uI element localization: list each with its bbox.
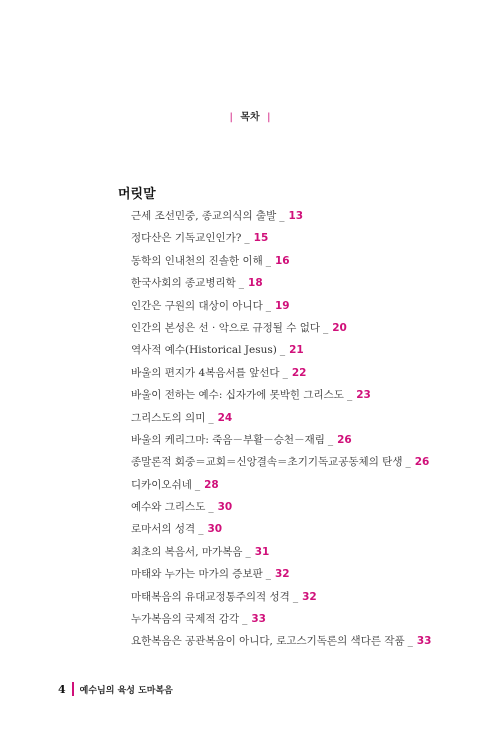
toc-entry-page: 28 bbox=[204, 478, 219, 491]
toc-entry[interactable] bbox=[131, 496, 491, 518]
toc-entry-title: 그리스도의 의미 bbox=[131, 411, 206, 424]
toc-entry-page: 22 bbox=[291, 366, 307, 379]
toc-entry[interactable] bbox=[131, 429, 491, 451]
toc-entry[interactable] bbox=[131, 630, 491, 652]
toc-entry-page: 13 bbox=[288, 210, 304, 222]
toc-entry[interactable] bbox=[131, 563, 491, 585]
toc-entry-page: 32 bbox=[274, 568, 290, 581]
toc-entry-title: 바울의 케리그마: 죽음－부활－승천－재림 bbox=[131, 433, 325, 446]
toc-entry-page: 32 bbox=[302, 590, 317, 603]
toc-entry[interactable] bbox=[131, 227, 491, 249]
toc-entry-separator: _ bbox=[327, 433, 334, 446]
toc-entry-separator: _ bbox=[208, 411, 214, 424]
toc-entry[interactable] bbox=[131, 586, 491, 608]
book-title: 예수님의 육성 도마복음 bbox=[79, 685, 173, 696]
toc-entry-separator: _ bbox=[244, 232, 250, 245]
toc-entry-title: 바울의 편지가 4복음서를 앞선다 bbox=[131, 366, 280, 379]
toc-entry-title: 요한복음은 공관복음이 아니다, 로고스기독론의 색다른 작품 bbox=[131, 635, 405, 648]
toc-entry-page: 24 bbox=[217, 411, 233, 424]
toc-entry[interactable] bbox=[131, 407, 491, 429]
toc-entry[interactable] bbox=[131, 272, 491, 294]
toc-entry-title: 한국사회의 종교병리학 bbox=[131, 277, 236, 290]
toc-entry-title: 인간의 본성은 선 · 악으로 규정될 수 없다 bbox=[131, 321, 320, 334]
toc-entry[interactable] bbox=[131, 608, 491, 630]
toc-entry[interactable] bbox=[131, 317, 491, 339]
toc-entry-title: 예수와 그리스도 bbox=[131, 501, 206, 514]
toc-heading-label: 목차 bbox=[240, 112, 260, 123]
toc-entry[interactable] bbox=[131, 451, 491, 473]
toc-entry-title: 인간은 구원의 대상이 아니다 bbox=[131, 299, 263, 312]
toc-entry-title: 마태복음의 유대교정통주의적 성격 bbox=[131, 590, 290, 603]
toc-entry-page: 21 bbox=[289, 344, 304, 357]
toc-entry-separator: _ bbox=[323, 321, 329, 334]
toc-heading-bar-right: | bbox=[267, 112, 271, 123]
toc-entry[interactable] bbox=[131, 339, 491, 361]
toc-entry-title: 정다산은 기독교인인가? bbox=[131, 232, 242, 245]
toc-entry-page: 26 bbox=[414, 456, 430, 469]
toc-entry[interactable] bbox=[131, 518, 491, 540]
toc-entry-title: 역사적 예수(Historical Jesus) bbox=[131, 344, 277, 357]
toc-entry-separator: _ bbox=[265, 254, 271, 267]
toc-entry-separator: _ bbox=[279, 210, 285, 222]
toc-entry-separator: _ bbox=[405, 456, 411, 469]
toc-entry[interactable] bbox=[131, 362, 491, 384]
toc-entries bbox=[131, 205, 491, 653]
toc-entry-title: 최초의 복음서, 마가복음 bbox=[131, 545, 243, 558]
toc-entry-separator: _ bbox=[282, 366, 288, 379]
toc-entry-page: 30 bbox=[217, 501, 233, 514]
toc-entry-page: 33 bbox=[416, 635, 432, 648]
toc-entry-page: 23 bbox=[356, 389, 371, 402]
toc-entry-separator: _ bbox=[198, 523, 204, 536]
toc-entry[interactable] bbox=[131, 295, 491, 317]
toc-entry-separator: _ bbox=[292, 590, 299, 603]
toc-entry-title: 마태와 누가는 마가의 증보판 bbox=[131, 568, 263, 581]
toc-entry-separator: _ bbox=[208, 501, 214, 514]
toc-entry-separator: _ bbox=[346, 389, 353, 402]
toc-heading bbox=[0, 108, 500, 123]
toc-entry-title: 근세 조선민중, 종교의식의 출발 bbox=[131, 210, 277, 222]
toc-entry-title: 로마서의 성격 bbox=[131, 523, 196, 536]
toc-heading-bar-left: | bbox=[229, 112, 233, 123]
page-footer bbox=[58, 682, 173, 696]
toc-entry-page: 16 bbox=[274, 254, 290, 267]
toc-entry-separator: _ bbox=[194, 478, 201, 491]
page-number: 4 bbox=[58, 682, 66, 696]
toc-entry-page: 31 bbox=[254, 545, 270, 558]
toc-entry-page: 18 bbox=[248, 277, 263, 290]
toc-entry-separator: _ bbox=[238, 277, 245, 290]
toc-entry-page: 19 bbox=[274, 299, 290, 312]
toc-entry-page: 30 bbox=[207, 523, 223, 536]
toc-entry-title: 디카이오쉬네 bbox=[131, 478, 192, 491]
toc-entry-title: 바울이 전하는 예수: 십자가에 못박힌 그리스도 bbox=[131, 389, 344, 402]
toc-entry-page: 26 bbox=[337, 433, 352, 446]
footer-divider bbox=[72, 682, 74, 696]
toc-entry-separator: _ bbox=[242, 613, 248, 626]
toc-entry[interactable] bbox=[131, 474, 491, 496]
toc-entry-page: 15 bbox=[253, 232, 269, 245]
toc-entry[interactable] bbox=[131, 541, 491, 563]
toc-entry-title: 종말론적 회중＝교회＝신앙결속＝초기기독교공동체의 탄생 bbox=[131, 456, 403, 469]
section-title: 머릿말 bbox=[118, 187, 156, 202]
toc-entry-title: 동학의 인내천의 진솔한 이해 bbox=[131, 254, 263, 267]
toc-entry-separator: _ bbox=[265, 568, 271, 581]
toc-entry-separator: _ bbox=[265, 299, 271, 312]
toc-entry-separator: _ bbox=[245, 545, 251, 558]
toc-entry-page: 33 bbox=[251, 613, 266, 626]
toc-entry-separator: _ bbox=[407, 635, 413, 648]
toc-entry-page: 20 bbox=[332, 321, 347, 334]
toc-entry-separator: _ bbox=[279, 344, 286, 357]
toc-entry[interactable] bbox=[131, 384, 491, 406]
toc-entry-title: 누가복음의 국제적 감각 bbox=[131, 613, 240, 626]
toc-entry[interactable] bbox=[131, 250, 491, 272]
toc-entry[interactable] bbox=[131, 205, 491, 227]
